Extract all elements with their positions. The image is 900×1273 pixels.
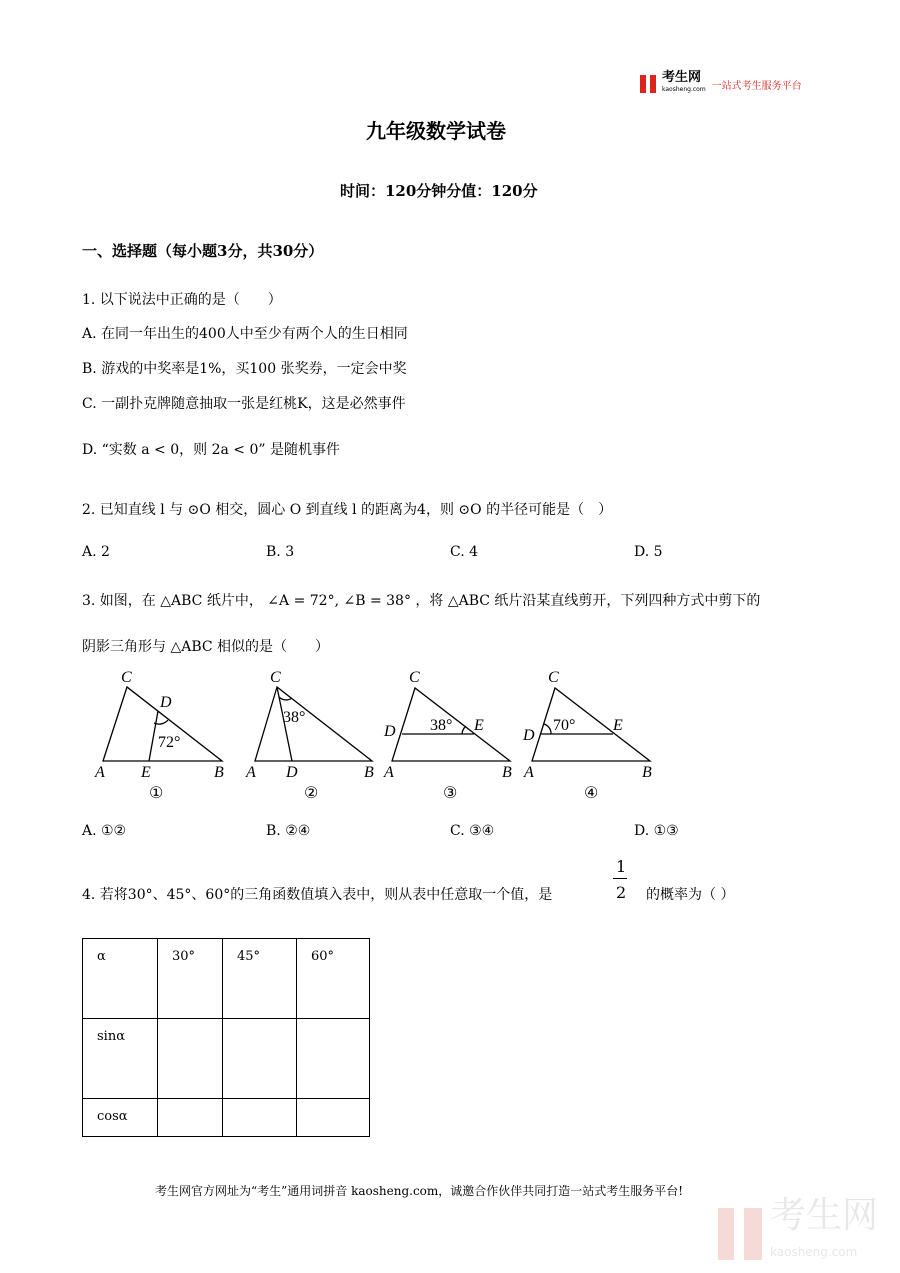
table-cell: 60° — [297, 939, 370, 1019]
logo-name: 考生网 — [662, 70, 702, 85]
q3-stem-line2: 阴影三角形与 △ABC 相似的是（ ） — [82, 639, 330, 655]
fraction-bar — [613, 878, 627, 879]
fig3-label-e: E — [474, 717, 484, 734]
table-row — [83, 1099, 370, 1137]
q3-figures — [0, 660, 900, 810]
table-cell: sinα — [83, 1019, 158, 1099]
fig3-label-b: B — [502, 764, 512, 781]
fig2-angle: 38° — [283, 709, 306, 726]
table-row — [83, 939, 370, 1019]
fig1-label-a: A — [95, 764, 105, 781]
fig4-caption: ④ — [584, 785, 599, 802]
figure-4-angle-arc — [544, 724, 551, 734]
fig1-angle: 72° — [158, 734, 181, 751]
fig4-label-c: C — [548, 669, 559, 686]
q1-option-a: A. 在同一年出生的400人中至少有两个人的生日相同 — [82, 326, 408, 342]
fig4-angle: 70° — [553, 717, 576, 734]
fig3-caption: ③ — [443, 785, 458, 802]
fig2-label-b: B — [364, 764, 374, 781]
figure-4-triangle — [532, 688, 650, 761]
table-cell: cosα — [83, 1099, 158, 1137]
fig3-angle: 38° — [430, 717, 453, 734]
q3-option-b: B. ②④ — [266, 823, 311, 839]
watermark-logo — [718, 1195, 879, 1270]
fig4-label-e: E — [613, 717, 623, 734]
trig-table — [82, 938, 370, 1137]
q4-stem-end: 的概率为（ ） — [646, 887, 735, 903]
footer-text: 考生网官方网址为“考生”通用词拼音 kaosheng.com，诚邀合作伙伴共同打造一站式考生服务平台! — [155, 1184, 684, 1198]
logo-mark-icon — [640, 75, 656, 93]
page-title: 九年级数学试卷 — [366, 119, 506, 143]
table-cell — [158, 1019, 223, 1099]
q2-stem: 2. 已知直线 l 与 ⊙O 相交，圆心 O 到直线 l 的距离为4，则 ⊙O 的半径可能是（ ） — [82, 502, 613, 518]
fig1-label-d: D — [160, 694, 172, 711]
fig4-label-a: A — [524, 764, 534, 781]
fig4-label-d: D — [523, 727, 535, 744]
page-subtitle: 时间：120分钟分值：120分 — [340, 182, 538, 200]
q2-option-a: A. 2 — [82, 544, 110, 560]
watermark-domain: kaosheng.com — [770, 1245, 858, 1259]
table-cell — [297, 1019, 370, 1099]
fig4-label-b: B — [642, 764, 652, 781]
q3-stem-line1: 3. 如图，在 △ABC 纸片中， ∠A = 72°, ∠B = 38° ，将 △ABC 纸片沿某直线剪开，下列四种方式中剪下的 — [82, 593, 761, 609]
table-cell — [223, 1019, 297, 1099]
section-heading: 一、选择题（每小题3分，共30分） — [82, 242, 324, 260]
fig2-caption: ② — [304, 785, 319, 802]
q1-option-c: C. 一副扑克牌随意抽取一张是红桃K，这是必然事件 — [82, 396, 406, 412]
table-cell: α — [83, 939, 158, 1019]
watermark-name: 考生网 — [770, 1195, 879, 1236]
fig2-label-c: C — [270, 669, 281, 686]
fig2-label-d: D — [286, 764, 298, 781]
fig1-label-e: E — [141, 764, 151, 781]
figure-3-angle-arc — [462, 726, 466, 734]
table-cell — [223, 1099, 297, 1137]
logo-slogan: 一站式考生服务平台 — [711, 80, 802, 92]
q3-option-d: D. ①③ — [634, 823, 679, 839]
q2-option-d: D. 5 — [634, 544, 663, 560]
q1-option-d: D. “实数 a < 0，则 2a < 0” 是随机事件 — [82, 442, 340, 458]
q1-stem: 1. 以下说法中正确的是（ ） — [82, 292, 282, 308]
q3-option-a: A. ①② — [82, 823, 127, 839]
logo-domain: kaosheng.com — [662, 86, 706, 93]
q3-option-c: C. ③④ — [450, 823, 495, 839]
fig1-caption: ① — [149, 785, 164, 802]
fig3-label-a: A — [384, 764, 394, 781]
q1-option-b: B. 游戏的中奖率是1%，买100 张奖券，一定会中奖 — [82, 361, 407, 377]
q4-stem: 4. 若将30°、45°、60°的三角函数值填入表中，则从表中任意取一个值，是 — [82, 887, 553, 903]
fig1-label-b: B — [214, 764, 224, 781]
figure-2-triangle — [255, 687, 372, 761]
q2-option-c: C. 4 — [450, 544, 479, 560]
watermark-mark-icon — [718, 1208, 762, 1260]
fig2-label-a: A — [246, 764, 256, 781]
kaosheng-logo[interactable] — [640, 72, 802, 96]
q4-fraction-denominator: 2 — [616, 883, 627, 902]
table-cell: 45° — [223, 939, 297, 1019]
table-cell: 30° — [158, 939, 223, 1019]
fig3-label-d: D — [384, 723, 396, 740]
table-cell — [158, 1099, 223, 1137]
q2-option-b: B. 3 — [266, 544, 295, 560]
fig3-label-c: C — [409, 669, 420, 686]
table-row — [83, 1019, 370, 1099]
table-cell — [297, 1099, 370, 1137]
q4-fraction-numerator: 1 — [616, 857, 627, 876]
fig1-label-c: C — [121, 669, 132, 686]
